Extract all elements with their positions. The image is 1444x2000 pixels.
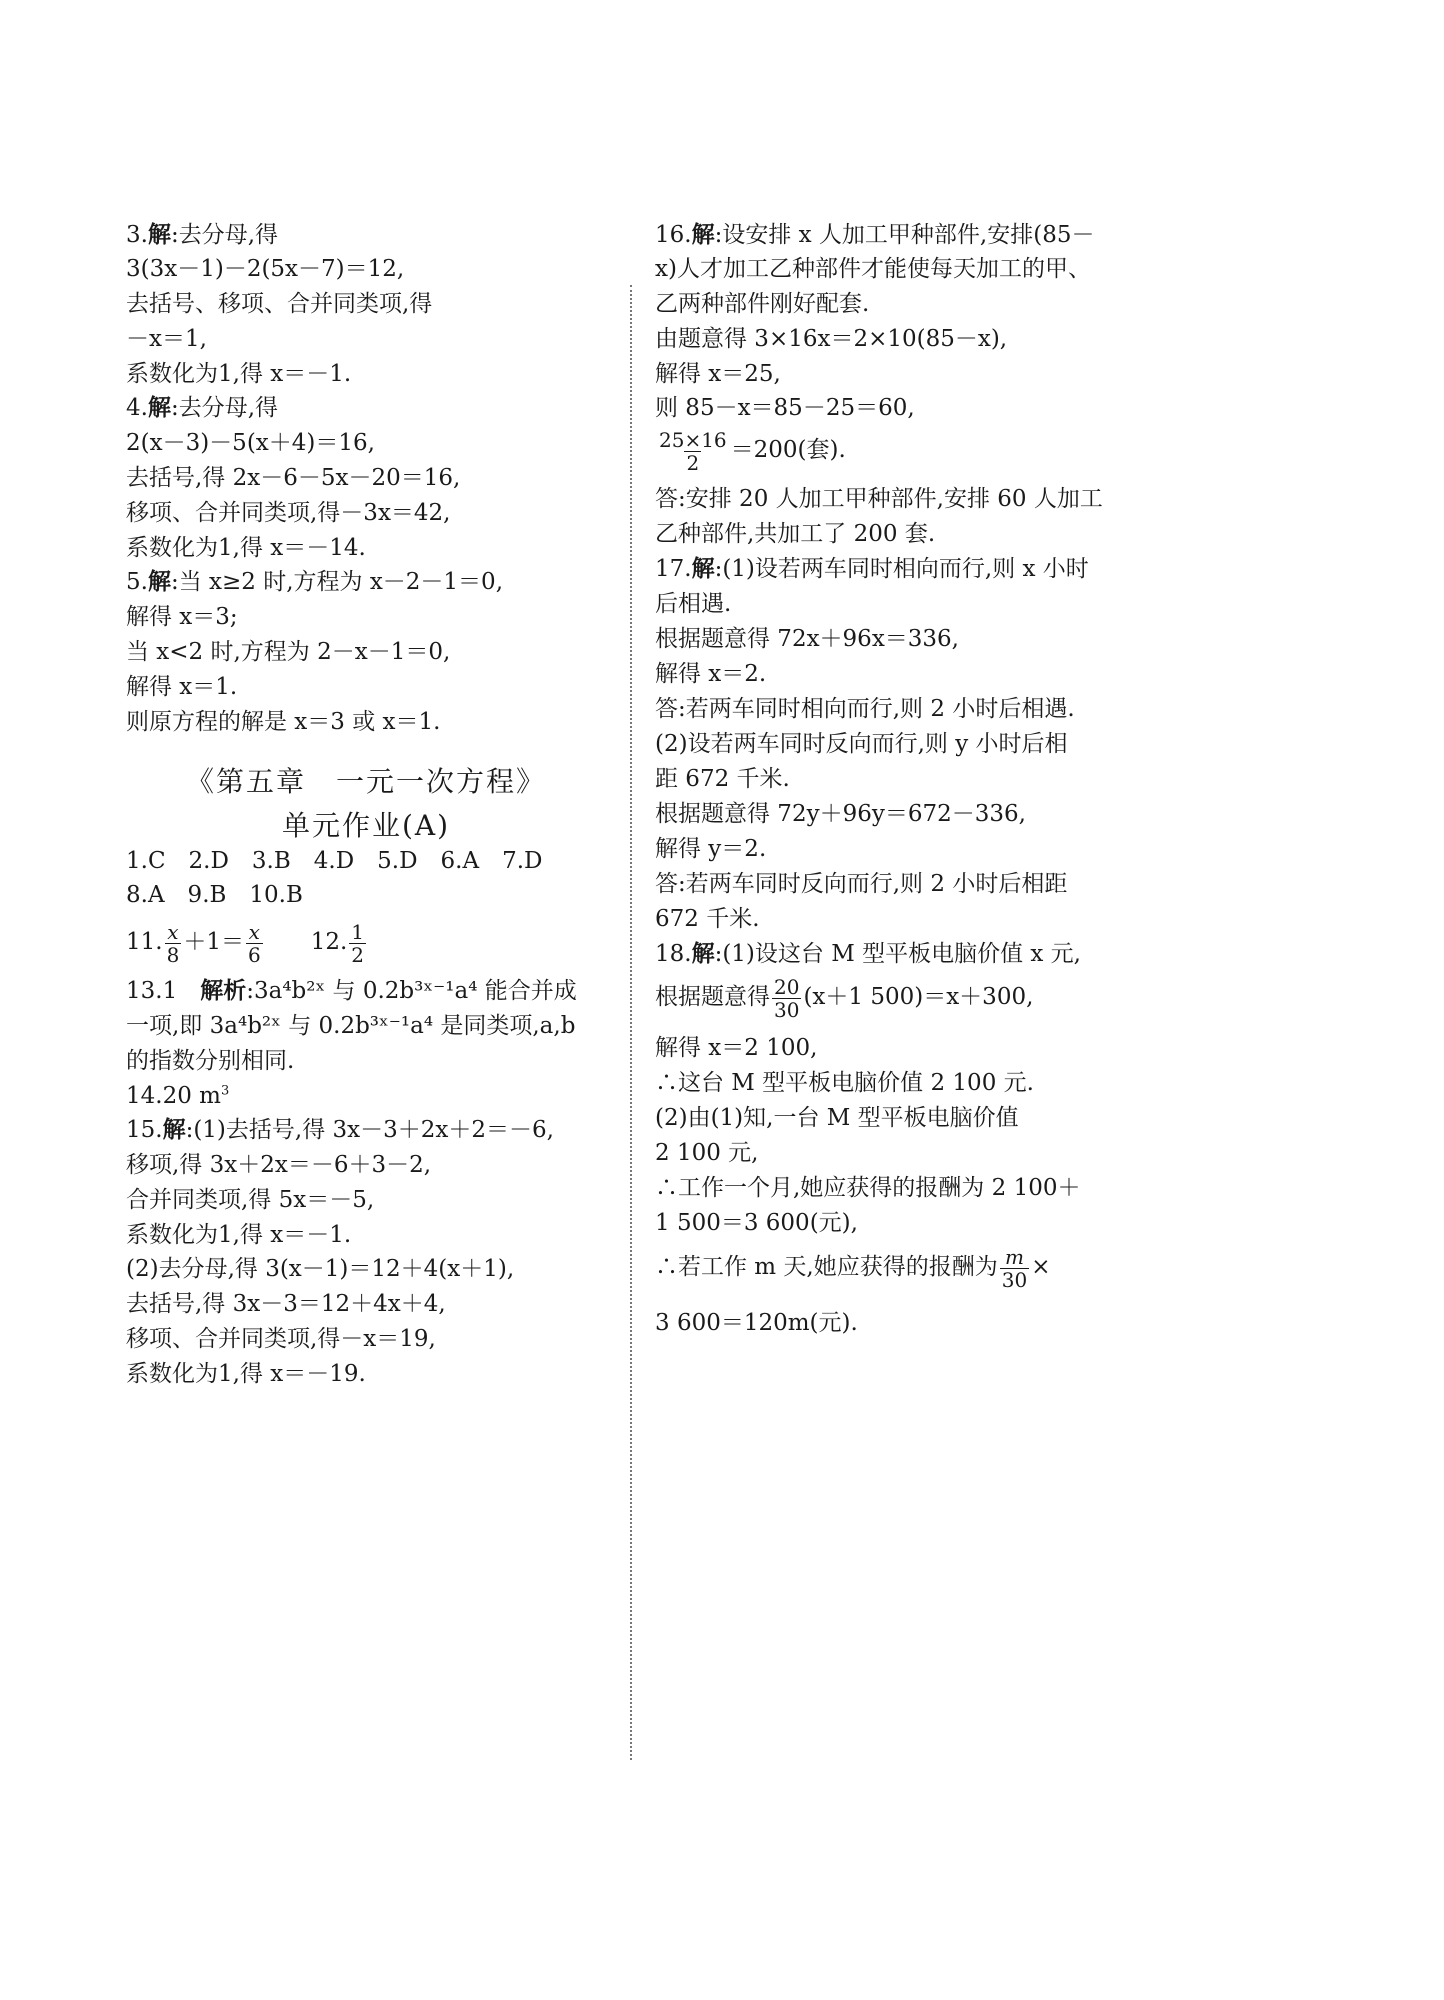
answer-13-line-1: 13.1 解析:3a⁴b²ˣ 与 0.2b³ˣ⁻¹a⁴ 能合并成 [126, 977, 577, 1004]
problem-16-line-9: 乙种部件,共加工了 200 套. [655, 521, 936, 547]
answers-11-12: 11. $\frac{x}{8}$ ＋1＝ $\frac{x}{6}$ 12. $\frac{1}{2}$ [126, 919, 364, 967]
problem-16-line-2: x)人才加工乙种部件才能使每天加工的甲、 [655, 256, 1091, 282]
problem-5-line-4: 解得 x＝1. [126, 674, 238, 700]
chapter-title: 《第五章 一元一次方程》 [185, 765, 546, 798]
problem-18-line-9: ∴若工作 m 天,她应获得的报酬为 $\frac{m}{30}$ × [655, 1244, 1051, 1292]
column-divider [630, 285, 632, 1760]
problem-15-line-4: 系数化为1,得 x＝－1. [126, 1222, 352, 1248]
q12-fraction: $\frac{1}{2}$ [351, 919, 364, 967]
problem-4-line-2: 2(x－3)－5(x＋4)＝16, [126, 430, 375, 456]
problem-16-line-1: 16.解:设安排 x 人加工甲种部件,安排(85－ [655, 221, 1095, 248]
answer-14: 14.20 $m^3$ [126, 1083, 230, 1109]
problem-17-line-10: 答:若两车同时反向而行,则 2 小时后相距 [655, 871, 1068, 897]
problem-15-line-5: (2)去分母,得 3(x－1)＝12＋4(x＋1), [126, 1256, 515, 1282]
p18-fraction-1: $\frac{20}{30}$ [774, 974, 800, 1022]
problem-17-line-4: 解得 x＝2. [655, 661, 767, 687]
problem-17-line-7: 距 672 千米. [655, 766, 790, 792]
problem-17-line-11: 672 千米. [655, 906, 760, 932]
problem-17-line-1: 17.解:(1)设若两车同时相向而行,则 x 小时 [655, 555, 1089, 582]
problem-18-line-5: (2)由(1)知,一台 M 型平板电脑价值 [655, 1105, 1019, 1131]
problem-4-line-3: 去括号,得 2x－6－5x－20＝16, [126, 465, 461, 491]
problem-16-line-3: 乙两种部件刚好配套. [655, 291, 870, 317]
problem-18-line-2: 根据题意得 $\frac{20}{30}$ (x＋1 500)＝x＋300, [655, 974, 1034, 1022]
answer-13-line-3: 的指数分别相同. [126, 1048, 295, 1074]
problem-17-line-5: 答:若两车同时相向而行,则 2 小时后相遇. [655, 696, 1075, 722]
problem-4-line-4: 移项、合并同类项,得－3x＝42, [126, 500, 451, 526]
problem-15-line-3: 合并同类项,得 5x＝－5, [126, 1187, 375, 1213]
problem-3-line-4: －x＝1, [126, 326, 207, 352]
problem-5-line-5: 则原方程的解是 x＝3 或 x＝1. [126, 709, 441, 735]
problem-17-line-6: (2)设若两车同时反向而行,则 y 小时后相 [655, 731, 1068, 757]
answer-13-line-2: 一项,即 3a⁴b²ˣ 与 0.2b³ˣ⁻¹a⁴ 是同类项,a,b [126, 1013, 576, 1039]
problem-17-line-9: 解得 y＝2. [655, 836, 767, 862]
problem-15-line-8: 系数化为1,得 x＝－19. [126, 1361, 366, 1387]
problem-5-line-3: 当 x<2 时,方程为 2－x－1＝0, [126, 639, 451, 665]
problem-16-line-5: 解得 x＝25, [655, 361, 781, 387]
p16-fraction: $\frac{25\times 16}{2}$ [659, 427, 727, 475]
q11-fraction-1: $\frac{x}{8}$ [166, 919, 180, 967]
p18-fraction-2: $\frac{m}{30}$ [1001, 1244, 1028, 1292]
problem-18-line-10: 3 600＝120m(元). [655, 1310, 858, 1336]
problem-4-line-5: 系数化为1,得 x＝－14. [126, 535, 366, 561]
problem-15-line-7: 移项、合并同类项,得－x＝19, [126, 1326, 436, 1352]
problem-15-line-1: 15.解:(1)去括号,得 3x－3＋2x＋2＝－6, [126, 1116, 554, 1143]
problem-3-line-5: 系数化为1,得 x＝－1. [126, 361, 352, 387]
problem-16-line-6: 则 85－x＝85－25＝60, [655, 395, 915, 421]
problem-15-line-2: 移项,得 3x＋2x＝－6＋3－2, [126, 1152, 432, 1178]
problem-18-line-1: 18.解:(1)设这台 M 型平板电脑价值 x 元, [655, 940, 1081, 967]
problem-18-line-7: ∴工作一个月,她应获得的报酬为 2 100＋ [655, 1175, 1081, 1201]
problem-17-line-3: 根据题意得 72x＋96x＝336, [655, 626, 959, 652]
problem-18-line-4: ∴这台 M 型平板电脑价值 2 100 元. [655, 1070, 1034, 1096]
problem-3-line-2: 3(3x－1)－2(5x－7)＝12, [126, 256, 405, 282]
problem-17-line-8: 根据题意得 72y＋96y＝672－336, [655, 801, 1026, 827]
unit-title: 单元作业(A) [281, 809, 451, 842]
problem-16-line-7: $\frac{25\times 16}{2}$ ＝200(套). [659, 427, 846, 475]
problem-5-line-2: 解得 x＝3; [126, 604, 238, 630]
problem-5-line-1: 5.解:当 x≥2 时,方程为 x－2－1＝0, [126, 568, 504, 595]
problem-16-line-4: 由题意得 3×16x＝2×10(85－x), [655, 326, 1008, 352]
problem-3-line-3: 去括号、移项、合并同类项,得 [126, 291, 433, 317]
problem-16-line-8: 答:安排 20 人加工甲种部件,安排 60 人加工 [655, 486, 1103, 512]
answers-row-1: 1.C 2.D 3.B 4.D 5.D 6.A 7.D [126, 848, 543, 874]
problem-17-line-2: 后相遇. [655, 591, 732, 617]
problem-4-line-1: 4.解:去分母,得 [126, 394, 279, 421]
problem-3-line-1: 3.解:去分母,得 [126, 221, 279, 248]
q11-fraction-2: $\frac{x}{6}$ [247, 919, 261, 967]
problem-18-line-8: 1 500＝3 600(元), [655, 1210, 858, 1236]
problem-18-line-3: 解得 x＝2 100, [655, 1035, 818, 1061]
problem-15-line-6: 去括号,得 3x－3＝12＋4x＋4, [126, 1291, 446, 1317]
answers-row-2: 8.A 9.B 10.B [126, 882, 303, 908]
problem-18-line-6: 2 100 元, [655, 1140, 759, 1166]
